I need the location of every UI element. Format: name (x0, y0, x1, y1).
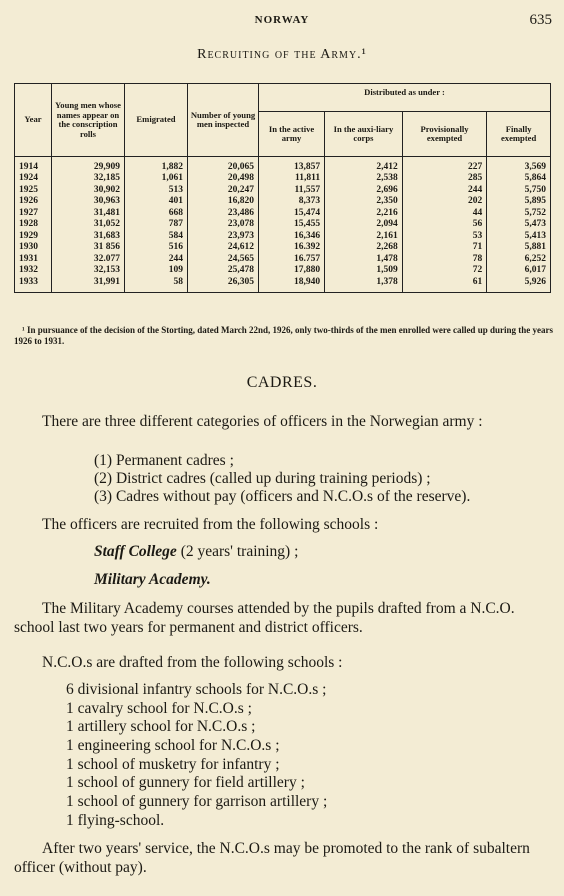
value-cell: 5,413 (487, 230, 551, 242)
value-cell: 15,455 (259, 219, 325, 231)
value-cell: 15,474 (259, 207, 325, 219)
value-cell: 31,683 (52, 230, 125, 242)
value-cell: 13,857 (259, 157, 325, 173)
value-cell: 24,565 (188, 253, 259, 265)
value-cell: 8,373 (259, 196, 325, 208)
category-1: (1) Permanent cadres ; (94, 452, 234, 469)
staff-college-note: (2 years' training) ; (176, 543, 299, 560)
value-cell: 227 (402, 157, 486, 173)
nco-school: 1 artillery school for N.C.O.s ; (66, 718, 256, 735)
value-cell: 30,963 (52, 196, 125, 208)
year-cell: 1914 (15, 157, 52, 173)
year-cell: 1925 (15, 184, 52, 196)
value-cell: 44 (402, 207, 486, 219)
value-cell: 2,696 (325, 184, 403, 196)
table-row (15, 219, 551, 231)
col-auxiliary: In the auxi-liary corps (325, 112, 403, 157)
value-cell: 30,902 (52, 184, 125, 196)
value-cell: 53 (402, 230, 486, 242)
value-cell: 32,153 (52, 265, 125, 277)
year-cell: 1931 (15, 253, 52, 265)
value-cell: 5,750 (487, 184, 551, 196)
year-cell: 1932 (15, 265, 52, 277)
table-row (15, 184, 551, 196)
value-cell: 244 (125, 253, 188, 265)
value-cell: 668 (125, 207, 188, 219)
nco-school: 6 divisional infantry schools for N.C.O.s ; (66, 681, 327, 698)
nco-school: 1 school of gunnery for garrison artillery ; (66, 793, 328, 810)
value-cell: 24,612 (188, 242, 259, 254)
value-cell: 26,305 (188, 276, 259, 292)
value-cell: 2,216 (325, 207, 403, 219)
value-cell: 584 (125, 230, 188, 242)
col-active: In the active army (259, 112, 325, 157)
table-row (15, 173, 551, 185)
value-cell: 31 856 (52, 242, 125, 254)
year-cell: 1928 (15, 219, 52, 231)
value-cell: 31,991 (52, 276, 125, 292)
cadres-heading: CADRES. (246, 374, 318, 391)
value-cell: 25,478 (188, 265, 259, 277)
value-cell: 11,811 (259, 173, 325, 185)
year-cell: 1930 (15, 242, 52, 254)
value-cell: 5,864 (487, 173, 551, 185)
page-number: 635 (529, 12, 552, 28)
value-cell: 18,940 (259, 276, 325, 292)
value-cell: 23,486 (188, 207, 259, 219)
closing-text: After two years' service, the N.C.O.s may be promoted to the rank of subaltern officer (without pay). (14, 840, 530, 876)
value-cell: 513 (125, 184, 188, 196)
value-cell: 32,185 (52, 173, 125, 185)
year-cell: 1933 (15, 276, 52, 292)
table-row (15, 276, 551, 292)
nco-school: 1 flying-school. (66, 812, 165, 829)
year-cell: 1927 (15, 207, 52, 219)
value-cell: 32.077 (52, 253, 125, 265)
value-cell: 1,882 (125, 157, 188, 173)
category-2: (2) District cadres (called up during training periods) ; (94, 470, 431, 487)
col-final-exempt: Finally exempted (487, 112, 551, 157)
footnote: ¹ In pursuance of the decision of the Storting, dated March 22nd, 1926, only two-thirds of the men enrolled were called up during the years 1926 to 1931. (14, 325, 553, 346)
staff-college (94, 542, 298, 561)
value-cell: 787 (125, 219, 188, 231)
value-cell: 61 (402, 276, 486, 292)
value-cell: 516 (125, 242, 188, 254)
value-cell: 56 (402, 219, 486, 231)
col-inspected: Number of young men inspected (188, 84, 259, 157)
running-title: NORWAY (254, 14, 310, 26)
value-cell: 1,061 (125, 173, 188, 185)
value-cell: 2,538 (325, 173, 403, 185)
table-row (15, 242, 551, 254)
year-cell: 1924 (15, 173, 52, 185)
nco-school: 1 engineering school for N.C.O.s ; (66, 737, 280, 754)
value-cell: 31,481 (52, 207, 125, 219)
value-cell: 2,094 (325, 219, 403, 231)
table-row (15, 157, 551, 173)
value-cell: 16,346 (259, 230, 325, 242)
nco-intro: N.C.O.s are drafted from the following schools : (42, 654, 343, 671)
value-cell: 71 (402, 242, 486, 254)
table-body (15, 157, 551, 293)
value-cell: 5,926 (487, 276, 551, 292)
value-cell: 1,378 (325, 276, 403, 292)
value-cell: 2,350 (325, 196, 403, 208)
recruiting-table (14, 83, 551, 293)
value-cell: 3,569 (487, 157, 551, 173)
nco-school: 1 cavalry school for N.C.O.s ; (66, 700, 252, 717)
value-cell: 2,268 (325, 242, 403, 254)
value-cell: 23,078 (188, 219, 259, 231)
value-cell: 5,895 (487, 196, 551, 208)
year-cell: 1926 (15, 196, 52, 208)
military-academy: Military Academy. (94, 571, 211, 588)
value-cell: 1,478 (325, 253, 403, 265)
value-cell: 5,752 (487, 207, 551, 219)
table-row (15, 230, 551, 242)
value-cell: 23,973 (188, 230, 259, 242)
value-cell: 109 (125, 265, 188, 277)
category-3: (3) Cadres without pay (officers and N.C.O.s of the reserve). (94, 488, 471, 505)
col-young-men: Young men whose names appear on the conscription rolls (52, 84, 125, 157)
academy-text: The Military Academy courses attended by the pupils drafted from a N.C.O. school last two years for permanent and district officers. (14, 600, 515, 636)
value-cell: 17,880 (259, 265, 325, 277)
value-cell: 5,881 (487, 242, 551, 254)
staff-college-name: Staff College (94, 543, 177, 560)
value-cell: 285 (402, 173, 486, 185)
value-cell: 244 (402, 184, 486, 196)
schools-intro: The officers are recruited from the following schools : (42, 516, 379, 533)
page-header (0, 12, 564, 32)
value-cell: 1,509 (325, 265, 403, 277)
table-row (15, 207, 551, 219)
value-cell: 6,252 (487, 253, 551, 265)
value-cell: 31,052 (52, 219, 125, 231)
value-cell: 16,820 (188, 196, 259, 208)
col-distributed: Distributed as under : (259, 84, 551, 112)
table-row (15, 253, 551, 265)
value-cell: 2,161 (325, 230, 403, 242)
value-cell: 6,017 (487, 265, 551, 277)
nco-school: 1 school of musketry for infantry ; (66, 756, 280, 773)
value-cell: 5,473 (487, 219, 551, 231)
value-cell: 16.392 (259, 242, 325, 254)
value-cell: 58 (125, 276, 188, 292)
col-emigrated: Emigrated (125, 84, 188, 157)
value-cell: 20,498 (188, 173, 259, 185)
value-cell: 401 (125, 196, 188, 208)
table-row (15, 265, 551, 277)
value-cell: 29,909 (52, 157, 125, 173)
value-cell: 20,247 (188, 184, 259, 196)
cadres-intro: There are three different categories of officers in the Norwegian army : (42, 413, 483, 430)
year-cell: 1929 (15, 230, 52, 242)
table-row (15, 196, 551, 208)
col-year: Year (15, 84, 52, 157)
value-cell: 16.757 (259, 253, 325, 265)
section-title: Recruiting of the Army.¹ (197, 47, 367, 62)
value-cell: 202 (402, 196, 486, 208)
nco-school: 1 school of gunnery for field artillery ; (66, 774, 305, 791)
value-cell: 2,412 (325, 157, 403, 173)
value-cell: 78 (402, 253, 486, 265)
value-cell: 72 (402, 265, 486, 277)
value-cell: 20,065 (188, 157, 259, 173)
col-prov-exempt: Provisionally exempted (402, 112, 486, 157)
value-cell: 11,557 (259, 184, 325, 196)
